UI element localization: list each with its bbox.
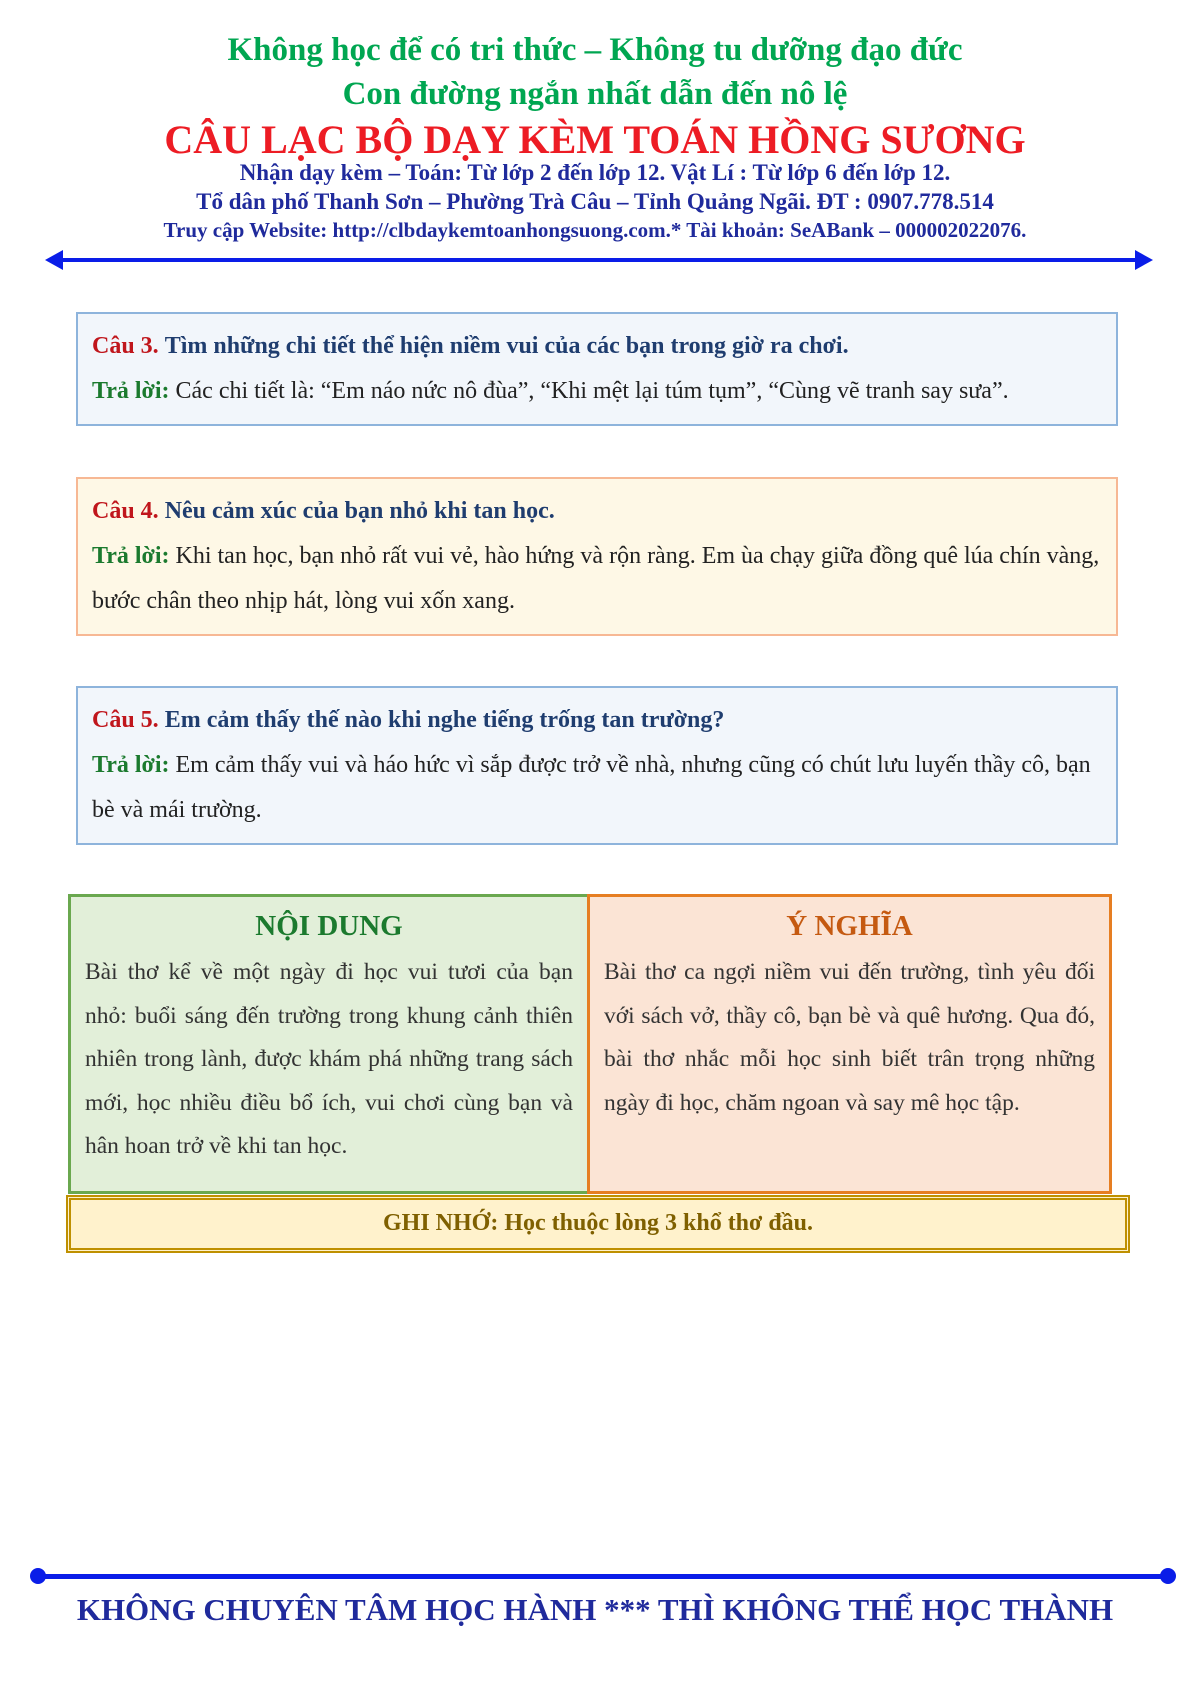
content-title: NỘI DUNG [255, 910, 403, 942]
question-label: Câu 4. [92, 498, 159, 524]
answer-label: Trả lời: [92, 378, 170, 404]
content-column [68, 894, 590, 1194]
question-text: Tìm những chi tiết thể hiện niềm vui của các bạn trong giờ ra chơi. [164, 333, 849, 359]
question-label: Câu 3. [92, 333, 159, 359]
answer-label: Trả lời: [92, 752, 170, 778]
question-box-5 [76, 686, 1118, 845]
memo-box: GHI NHỚ: Học thuộc lòng 3 khổ thơ đầu. [66, 1195, 1130, 1253]
footer-divider-line [36, 1574, 1170, 1579]
content-text: Bài thơ kể về một ngày đi học vui tươi của bạn nhỏ: buổi sáng đến trường trong khung cảnh thiên nhiên trong lành, được khám phá những trang sách mới, học nhiều điều bổ ích, vui chơi cùng bạn và hân hoan trở về khi tan học. [85, 959, 573, 1159]
divider-line [59, 258, 1139, 262]
answer-label: Trả lời: [92, 543, 170, 569]
summary-table [68, 894, 1112, 1194]
double-arrow-divider [45, 250, 1153, 270]
slogan-line-2: Con đường ngắn nhất dẫn đến nô lệ [342, 76, 848, 112]
question-text: Em cảm thấy thế nào khi nghe tiếng trống tan trường? [164, 707, 725, 733]
question-box-4 [76, 477, 1118, 636]
answer-text: Em cảm thấy vui và háo hức vì sắp được trở về nhà, nhưng cũng có chút lưu luyến thầy cô, bạn bè và mái trường. [92, 752, 1091, 823]
footer-slogan: KHÔNG CHUYÊN TÂM HỌC HÀNH *** THÌ KHÔNG THỂ HỌC THÀNH [76, 1592, 1114, 1627]
meaning-text: Bài thơ ca ngợi niềm vui đến trường, tình yêu đối với sách vở, thầy cô, bạn bè và quê hương. Qua đó, bài thơ nhắc mỗi học sinh biết trân trọng những ngày đi học, chăm ngoan và say mê học tập. [604, 959, 1095, 1116]
website-account: Truy cập Website: http://clbdaykemtoanhongsuong.com.* Tài khoản: SeABank – 000002022076. [163, 218, 1027, 242]
answer-text: Các chi tiết là: “Em náo nức nô đùa”, “Khi mệt lại túm tụm”, “Cùng vẽ tranh say sưa”. [175, 378, 1009, 404]
slogan-line-1: Không học để có tri thức – Không tu dưỡng đạo đức [227, 32, 963, 68]
club-name: CÂU LẠC BỘ DẠY KÈM TOÁN HỒNG SƯƠNG [164, 117, 1026, 162]
question-text: Nêu cảm xúc của bạn nhỏ khi tan học. [164, 498, 555, 524]
address-phone: Tổ dân phố Thanh Sơn – Phường Trà Câu – Tỉnh Quảng Ngãi. ĐT : 0907.778.514 [196, 189, 994, 214]
tutoring-info: Nhận dạy kèm – Toán: Từ lớp 2 đến lớp 12. Vật Lí : Từ lớp 6 đến lớp 12. [239, 160, 951, 185]
question-label: Câu 5. [92, 707, 159, 733]
arrow-right-icon [1135, 250, 1153, 270]
meaning-title: Ý NGHĨA [786, 910, 913, 942]
dot-right-icon [1160, 1568, 1176, 1584]
footer-divider [30, 1566, 1176, 1586]
question-box-3 [76, 312, 1118, 426]
meaning-column [587, 894, 1112, 1194]
answer-text: Khi tan học, bạn nhỏ rất vui vẻ, hào hứng và rộn ràng. Em ùa chạy giữa đồng quê lúa chín vàng, bước chân theo nhịp hát, lòng vui xốn xang. [92, 543, 1100, 614]
